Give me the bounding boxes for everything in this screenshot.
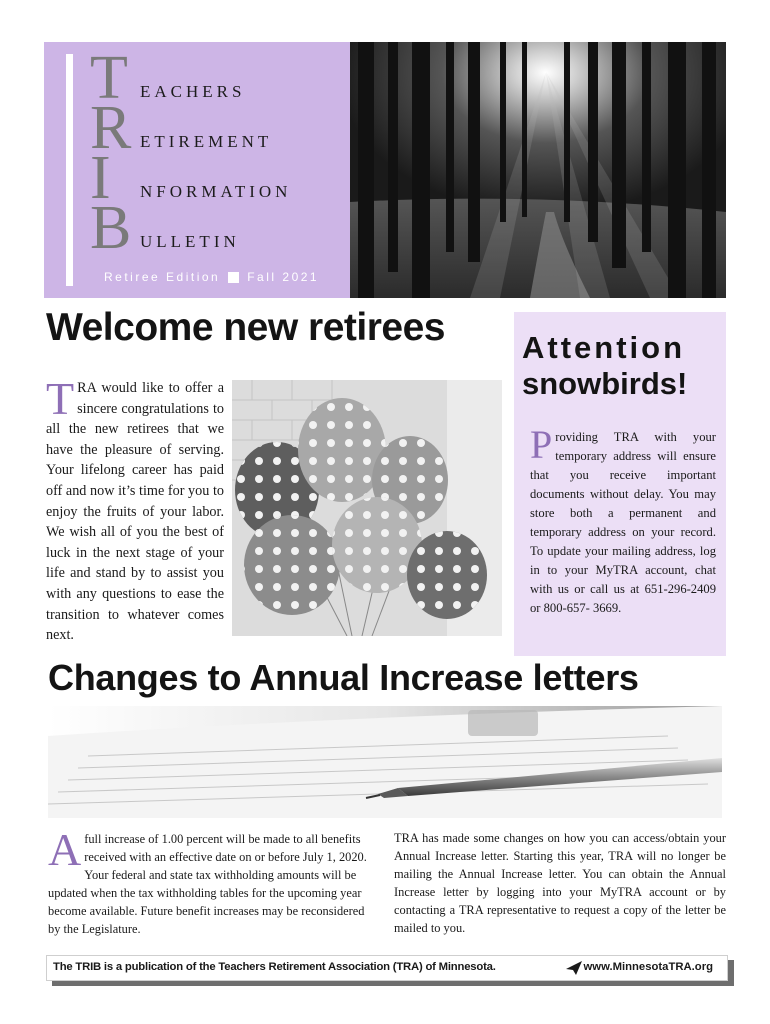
forest-photo <box>350 42 726 298</box>
balloons-photo <box>232 380 502 636</box>
annual-increase-heading: Changes to Annual Increase letters <box>48 657 639 698</box>
season-label: Fall 2021 <box>247 270 320 284</box>
masthead-initial: I <box>90 144 111 212</box>
welcome-article <box>46 373 224 646</box>
paper-pen-photo <box>48 706 722 818</box>
snowbirds-article <box>530 422 716 618</box>
publication-note: The TRIB is a publication of the Teachers Retirement Association (TRA) of Minnesota. <box>53 961 496 973</box>
masthead-initial: B <box>90 194 132 262</box>
annual-increase-body-1: full increase of 1.00 percent will be made to all benefits received with an effective date on or before July 1, 2020. Your federal and state tax withholding amounts will be updated when the tax withholding tables for the upcoming year become available. Future benefit increases may be reconsidered by the Legislature. <box>48 832 367 936</box>
snowbirds-heading-line2: snowbirds! <box>522 366 688 401</box>
snowbirds-sidebar <box>514 312 726 656</box>
snowbirds-body: roviding TRA with your temporary address will ensure that you receive important documents without delay. You may store both a permanent and temporary address on your record. To update your mailing address, log in to your MyTRA account, chat with us or call us at 651-296-2409 or 800-657- 3669. <box>530 430 716 615</box>
annual-increase-body-2: TRA has made some changes on how you can access/obtain your Annual Increase letter. Starting this year, TRA will no longer be mailing the Annual Increase letter. You can obtain the Annual Increase letter by logging into your MyTRA account or by contacting a TRA representative to request a copy of the letter be mailed to you. <box>394 831 726 935</box>
masthead <box>44 42 350 298</box>
website-link[interactable]: www.MinnesotaTRA.org <box>583 961 713 973</box>
annual-increase-column-1 <box>48 824 378 938</box>
edition-label: Retiree Edition <box>104 270 221 284</box>
masthead-word: NFORMATION <box>140 182 292 201</box>
snowbirds-heading <box>522 330 722 402</box>
footer-bar <box>46 955 728 981</box>
annual-increase-column-2 <box>394 829 726 937</box>
masthead-word: ULLETIN <box>140 232 240 251</box>
edition-line <box>104 270 319 284</box>
square-bullet-icon <box>228 272 239 283</box>
masthead-word: ETIREMENT <box>140 132 273 151</box>
masthead-word: EACHERS <box>140 82 246 101</box>
snowbirds-heading-line1: Attention <box>522 330 686 365</box>
welcome-body: RA would like to offer a sincere congratulations to all the new retirees that we have the pleasure of serving. Your lifelong career has paid off and now it’s time for you to enjoy the fruits of your labor. We wish all of you the best of luck in the next stage of your life and stand by to assist you with any questions to ease the transition to whatever comes next. <box>46 380 224 644</box>
paper-plane-icon <box>565 959 583 982</box>
drop-cap: P <box>530 422 553 467</box>
masthead-initial: T <box>90 44 128 112</box>
drop-cap: A <box>48 824 82 875</box>
welcome-heading: Welcome new retirees <box>46 306 445 349</box>
masthead-bar <box>66 54 73 286</box>
masthead-initial: R <box>90 94 132 162</box>
drop-cap: T <box>46 373 75 424</box>
